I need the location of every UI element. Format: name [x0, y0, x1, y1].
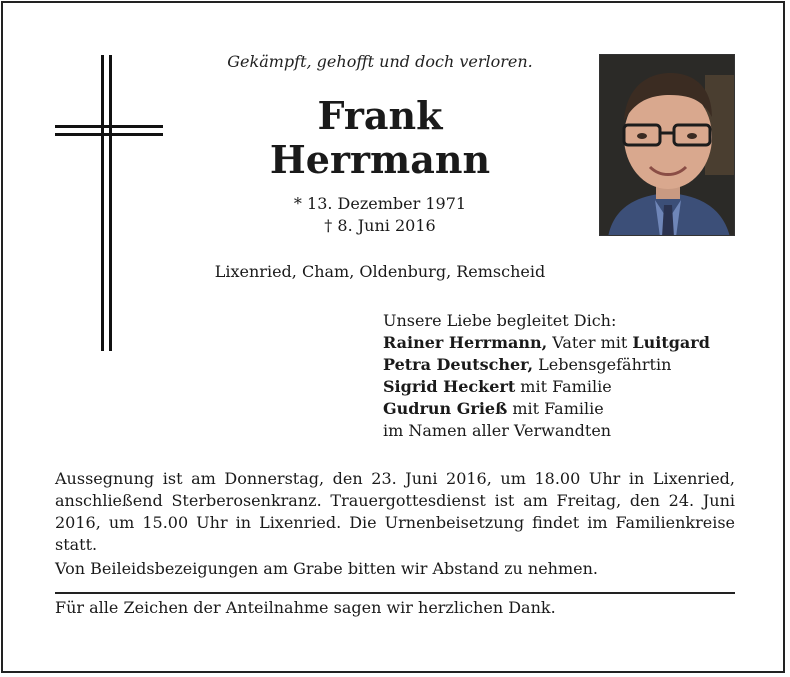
portrait-photo — [599, 54, 735, 236]
death-date: † 8. Juni 2016 — [324, 216, 436, 235]
list-item: Rainer Herrmann, Vater mit Luitgard — [383, 333, 710, 352]
birth-date: * 13. Dezember 1971 — [293, 194, 467, 213]
condolence-paragraph: Von Beileidsbezeigungen am Grabe bitten wir Abstand zu nehmen. — [55, 559, 599, 578]
motto: Gekämpft, gehofft und doch verloren. — [227, 52, 533, 71]
service-details — [55, 468, 735, 580]
cross-icon — [55, 55, 163, 351]
thanks-text: Für alle Zeichen der Anteilnahme sagen wir herzlichen Dank. — [55, 598, 556, 617]
list-item: Petra Deutscher, Lebensgefährtin — [383, 355, 672, 374]
life-dates — [180, 193, 580, 237]
mourners-intro: Unsere Liebe begleitet Dich: — [383, 311, 617, 330]
service-paragraph: Aussegnung ist am Donnerstag, den 23. Juni 2016, um 18.00 Uhr in Lixenried, anschließend Sterberosenkranz. Trauergottesdienst ist am Freitag, den 24. Juni 2016, um 15.00 Uhr in Lixenried. Die Urnenbeisetzung findet im Familienkreise statt. — [55, 469, 735, 554]
deceased-name — [180, 94, 580, 182]
list-item: Gudrun Grieß mit Familie — [383, 399, 604, 418]
mourners-list — [383, 310, 763, 442]
last-name: Herrmann — [269, 137, 491, 182]
places: Lixenried, Cham, Oldenburg, Remscheid — [214, 262, 546, 281]
divider — [55, 592, 735, 594]
mourners-closing: im Namen aller Verwandten — [383, 421, 612, 440]
first-name: Frank — [317, 93, 443, 138]
list-item: Sigrid Heckert mit Familie — [383, 377, 612, 396]
